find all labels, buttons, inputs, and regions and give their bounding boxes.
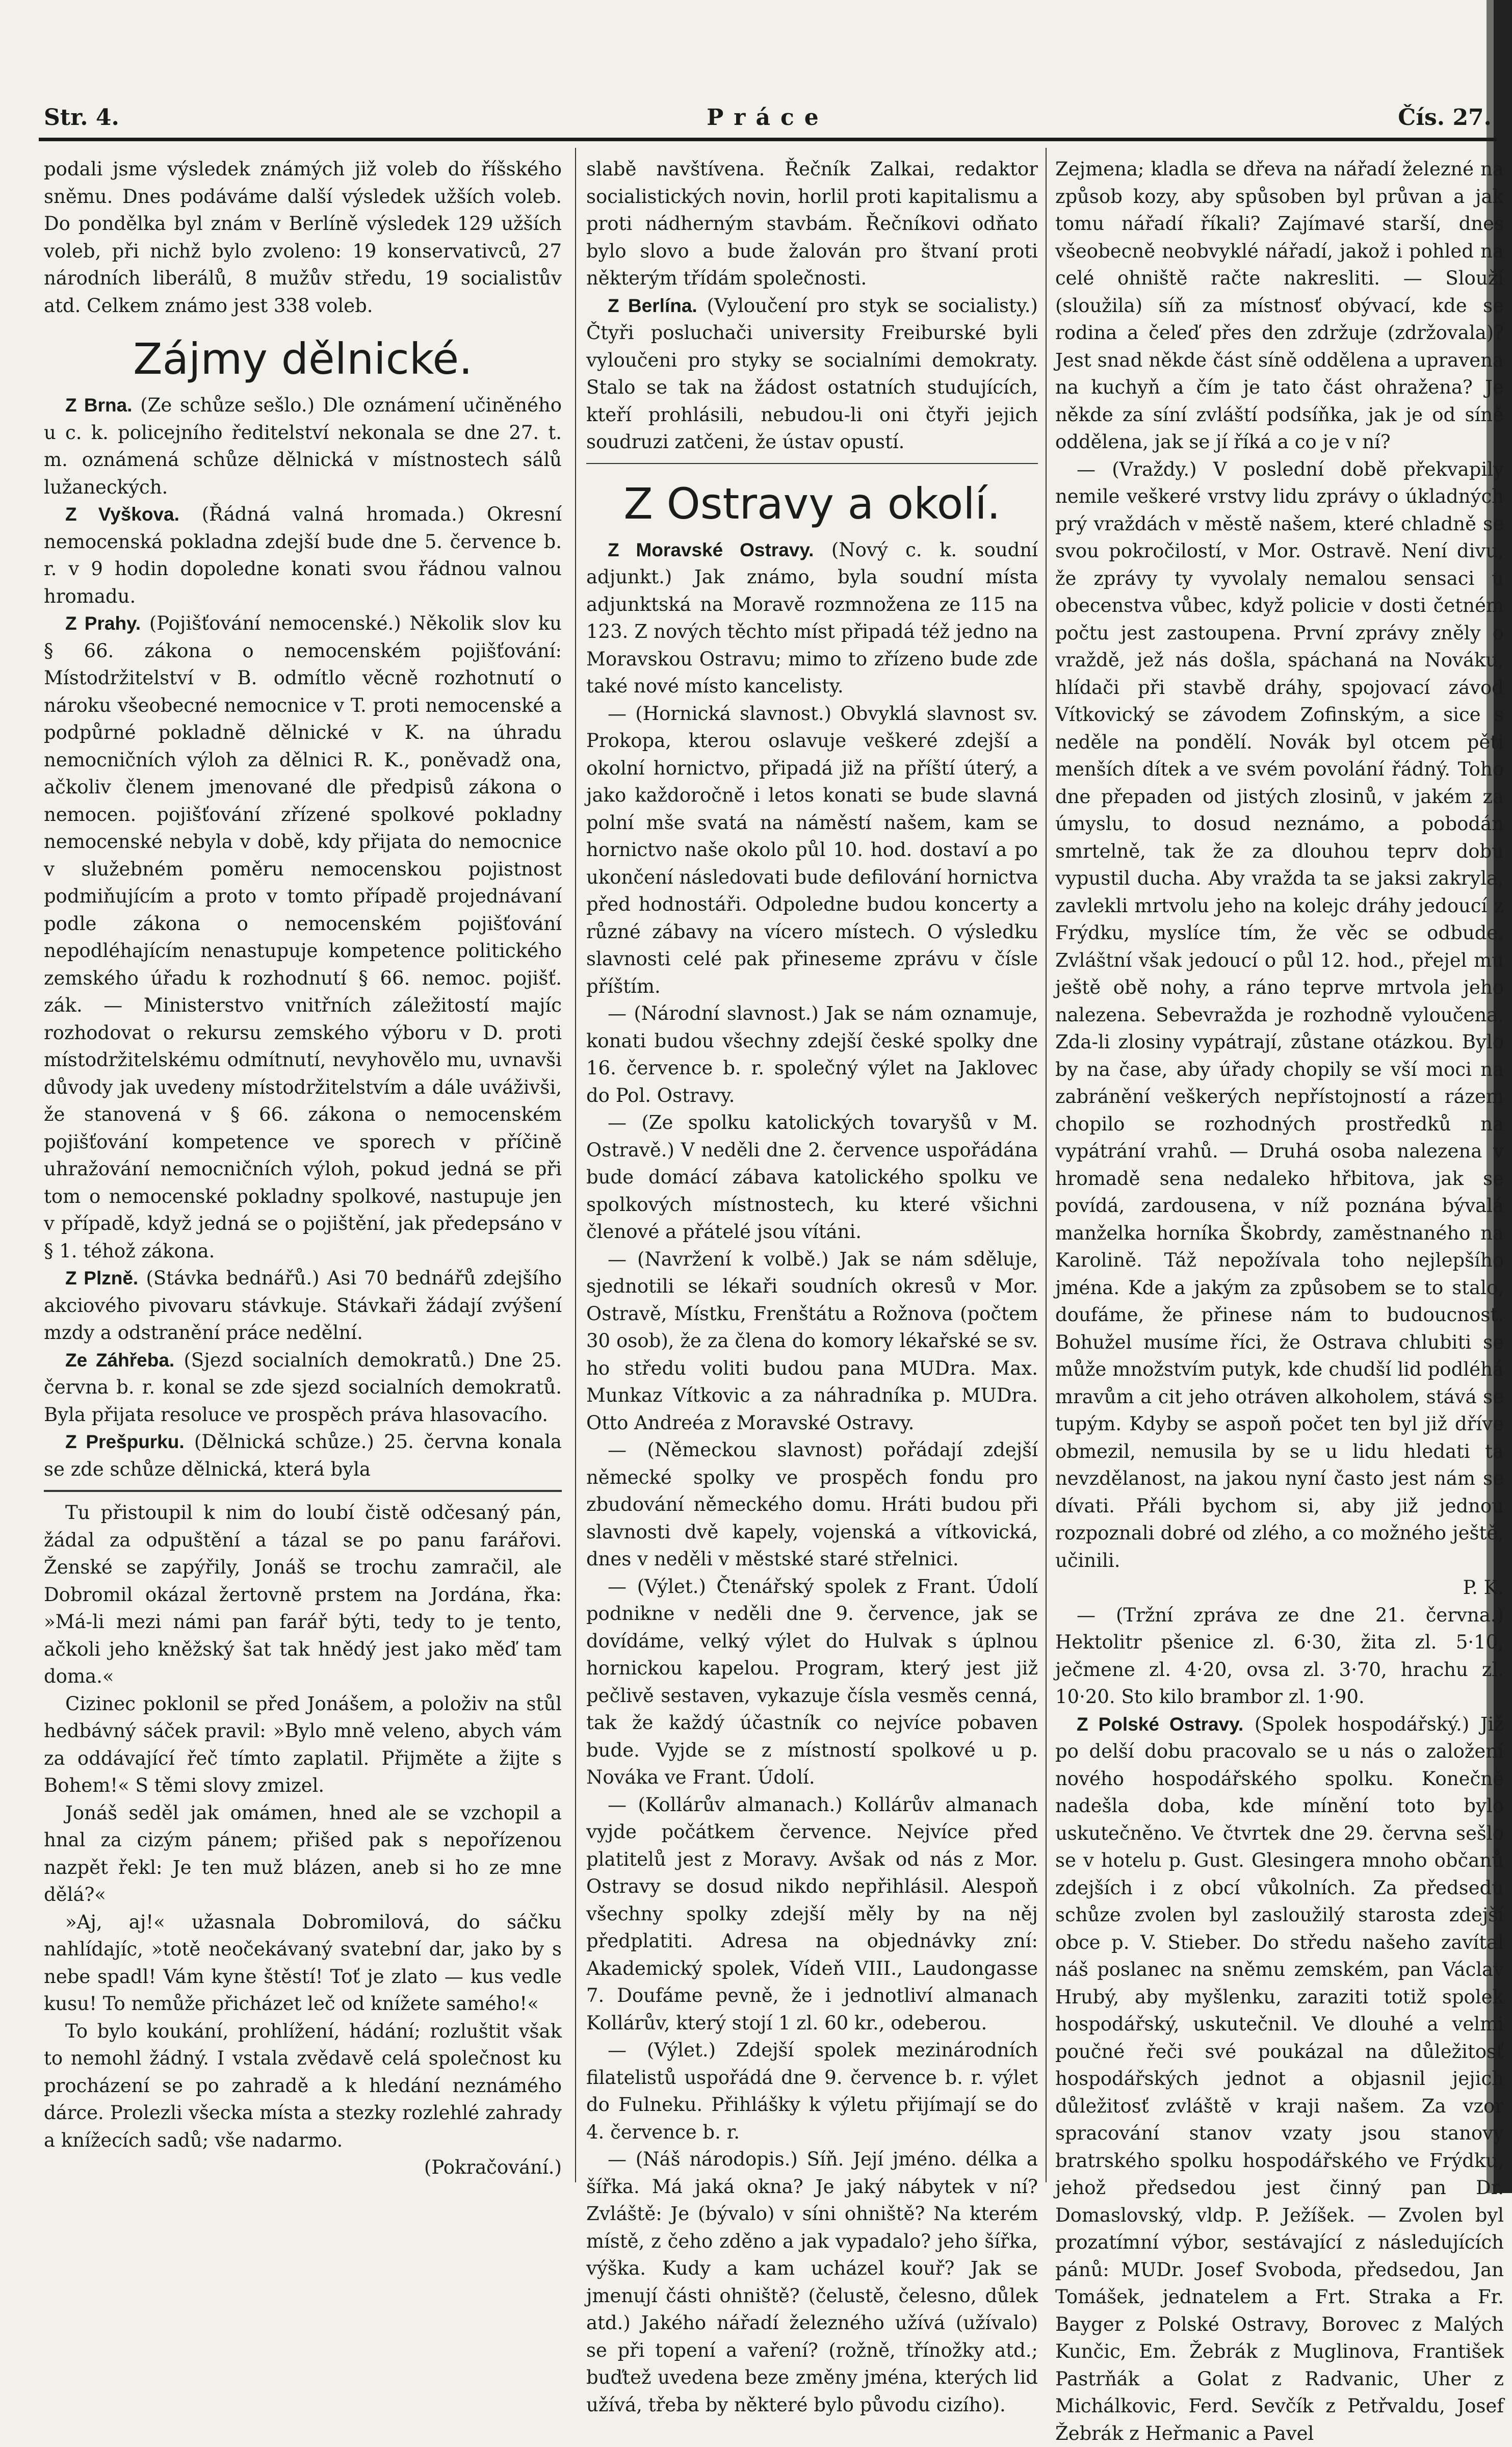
story-paragraph: To bylo koukání, prohlížení, hádání; rozluštit však to nemohl žádný. I vstala zvědavě celá společnost ku procházení se po zahradě a k hledání neznámého dárce. Prolezli všecka místa a stezky rozlehlé zahrady a knížecích sadů; vše nadarmo. bbox=[44, 2018, 562, 2154]
column-right bbox=[1055, 156, 1504, 2190]
newspaper-title: Práce bbox=[44, 105, 1492, 131]
feuilleton-rule bbox=[44, 1490, 562, 1492]
news-item bbox=[1055, 1711, 1504, 2447]
news-text: (Spolek hospodářský.) Již po delší dobu pracovalo se u nás o založení nového hospodářského spolku. Konečně nadešla doba, kde mínění toto bylo uskutečněno. Ve čtvrtek dne 29. června sešlo se v hotelu p. Gust. Glesingera mnoho občanů zdejších i z obcí vůkolních. Za předsedu schůze zvolen byl zasloužilý starosta zdejší obce p. V. Stieber. Do středu našeho zavítal náš poslanec na sněmu zemském, pan Václav Hrubý, aby myšlenku, zaraziti totiž spolek hospodářský, uskutečnil. Ve dlouhé a velmi poučné řeči své poukázal na důležitosť hospodářských jednot a objasnil jejich důležitosť zvláště v kraji našem. Za vzor spracování stanov vzaty jsou stanovy bratrského spolku hospodářského ve Frýdku, jehož předsedou jest činný pan Dr. Domaslovský, vldp. P. Ježíšek. — Zvolen byl prozatímní výbor, sestávající z následujících pánů: MUDr. Josef Svoboda, předsedou, Jan Tomášek, jednatelem a Frt. Straka a Fr. Bayger z Polské Ostravy, Borovec z Malých Kunčic, Em. Žebrák z Muglinova, František Pastrňák a Golat z Radvanic, Uher z Michálkovic, Ferd. Sevčík z Petřvaldu, Josef Žebrák z Heřmanic a Pavel bbox=[1055, 1713, 1504, 2444]
news-text: (Stávka bednářů.) Asi 70 bednářů zdejšího akciového pivovaru stávkuje. Stávkaři žádají zvýšení mzdy a odstranění práce nedělní. bbox=[44, 1267, 562, 1344]
section-heading: Z Ostravy a okolí. bbox=[586, 479, 1038, 528]
news-item: — (Výlet.) Čtenářský spolek z Frant. Údolí podnikne v neděli dne 9. července, jak se dovídáme, velký výlet do Hulvak s úplnou hornickou kapelou. Program, který jest již pečlivě sestaven, vykazuje čísla vesměs cenná, tak že každý účastník co nejvíce pobaven bude. Vyjde se z místností spolkové u p. Nováka ve Frant. Údolí. bbox=[586, 1573, 1038, 1791]
news-place: Z Berlína. bbox=[608, 295, 697, 316]
section-heading: Zájmy dělnické. bbox=[44, 334, 562, 383]
page-number: Str. 4. bbox=[44, 105, 119, 131]
news-item bbox=[44, 1347, 562, 1429]
story-paragraph: Jonáš seděl jak omámen, hned ale se vzchopil a hnal za cizým pánem; přišed pak s nepořízenou nazpět řekl: Je ten muž blázen, aneb si ho ze mne dělá?« bbox=[44, 1799, 562, 1909]
news-item: — (Německou slavnost) pořádají zdejší německé spolky ve prospěch fondu pro zbudování německého domu. Hráti budou při slavnosti dvě kapely, vojenská a vítkovická, dnes v neděli v městské staré střelnici. bbox=[586, 1436, 1038, 1573]
news-item: — (Výlet.) Zdejší spolek mezinárodních filatelistů uspořádá dne 9. července b. r. výlet do Fulneku. Přihlášky k výletu přijímají se do 4. července b. r. bbox=[586, 2037, 1038, 2146]
news-text: (Ze schůze sešlo.) Dle oznámení učiněného u c. k. policejního ředitelství nekonala se dne 27. t. m. oznámená schůze dělnická v místnostech sálů lužaneckých. bbox=[44, 394, 562, 498]
news-item: — (Navržení k volbě.) Jak se nám sděluje, sjednotili se lékaři soudních okresů v Mor. Ostravě, Místku, Frenštátu a Rožnova (počtem 30 osob), že za člena do komory lékařské se sv. ho středu voliti budou pana MUDra. Max. Munkaz Vítkovic a za náhradníka p. MUDra. Otto Andreéa z Moravské Ostravy. bbox=[586, 1246, 1038, 1437]
news-text: (Sjezd socialních demokratů.) Dne 25. června b. r. konal se zde sjezd socialních demokratů. Byla přijata resoluce ve prospěch práva hlasovacího. bbox=[44, 1349, 562, 1426]
news-item bbox=[44, 1428, 562, 1483]
news-text: (Pojišťování nemocenské.) Několik slov ku § 66. zákona o nemocenském pojišťování: Místodržitelství v B. odmítlo věcně rozhotnutí o nároku všeobecné nemocnice v T. proti nemocenské a podpůrné pokladně dělnické v K. na úhradu nemocničních výloh za dělnici R. K., poněvadž ona, ačkoliv členem jmenované dle předpisů zákona o nemocen. pojišťování zřízené spolkové pokladny nemocenské nebyla v době, kdy přijata do nemocnice v služebném poměru nemocenskou pojistnost podmiňujícím a proto v tomto případě projednávaní podle zákona o nemocenském pojišťování nepodléhajícím nenastupuje kompetence politického zemského úřadu k rozhodnutí § 66. nemoc. pojišť. zák. — Ministerstvo vnitřních záležitostí majíc rozhodovat o rekursu zemského výboru v D. proti místodržitelskému odmítnutí, nevyhovělo mu, uvnavši důvody jak uvedeny místodržitelstvím a dále uváživši, že stanovená v § 66. zákona o nemocenském pojišťování kompetence ve sporech v příčině uhražování nemocničních výloh, pokud jedná se při tom o nemocenské pokladny spolkové, nastupuje jen v případě, když jedná se o pojištění, jak předepsáno v § 1. téhož zákona. bbox=[44, 612, 562, 1262]
news-item bbox=[44, 392, 562, 501]
story-paragraph: Tu přistoupil k nim do loubí čistě odčesaný pán, žádal za odpuštění a tázal se po panu farářovi. Ženské se zapýřily, Jonáš se trochu zamračil, ale Dobromil okázal žertovně prstem na Jordána, řka: »Má-li mezi námi pan farář býti, tedy to je tento, ačkoli jeho kněžský šat tak hnědý jest jako měď tam doma.« bbox=[44, 1499, 562, 1690]
article-text: slabě navštívena. Řečník Zalkai, redaktor socialistických novin, horlil proti kapitalismu a proti nádherným stavbám. Řečníkovi odňato bylo slovo a bude žalován pro štvaní proti některým třídám společnosti. bbox=[586, 156, 1038, 292]
column-left bbox=[44, 156, 562, 2190]
page-header bbox=[44, 105, 1492, 140]
news-item: Zejmena; kladla se dřeva na nářadí železné na způsob kozy, aby spůsoben byl průvan a jak tomu nářadí říkali? Zajímavé starší, dnes všeobecně neobvyklé nářadí, jakož i pohled na celé ohniště račte nakresliti. — Slouží (sloužila) síň za místnosť obývací, kde se rodina a čeleď přes den zdržuje (zdržovala)? Jest snad někde část síně oddělena a upravena na kuchyň a čím je tato část ohražena? Je někde za síní zvláští podsíňka, jak je od síně oddělena, jak se jí říká a co je v ní? bbox=[1055, 156, 1504, 456]
news-item: — (Vraždy.) V poslední době překvapily nemile veškeré vrstvy lidu zprávy o úkladných prý vraždách v městě našem, které chladně se svou pokročilostí, v Mor. Ostravě. Není divu, že zprávy ty vyvolaly nemalou sensaci u obecenstva vůbec, když policie v dosti četném počtu jest zastoupena. První zprávy zněly o vraždě, jež nás došla, spáchaná na Nováku, hlídači při stavbě dráhy, spojovací závod Vítkovický se závodem Zofinským, a sice s neděle na pondělí. Novák byl otcem pěti menších dítek a ve svém povolání řádný. Toho dne přepaden od jistých zlosinů, v jakém za úmyslu, to dosud neznámo, a pobodán smrtelně, tak že za dlouhou teprv dobu vypustil ducha. Aby vražda ta se jaksi zakryla, zavlekli mrtvolu jeho na kolejc dráhy jedoucí z Frýdku, myslíce tím, že věc se odbude. Zvláštní však jedoucí o půl 12. hod., přejel mu ještě obě nohy, a ráno teprve mrtvola jeho nalezena. Sebevražda je rozhodně vyloučena. Zda-li zlosiny vypátrají, zůstane otázkou. Bylo by na čase, aby úřady chopily se vší moci na zabránění veškerých nepřístojností a rázem chopilo se rozhodných prostředků na vypátrání vrahů. — Druhá osoba nalezena v hromadě sena nedaleko hřbitova, jak se povídá, zardousena, v níž poznána bývalá manželka horníka Škobrdy, zaměstnaného na Karolině. Táž nepožívala toho nejlepšího jména. Kde a jakým za způsobem se to stalo, doufáme, že přinese nám to budoucnost. Bohužel musíme říci, že Ostrava chlubiti se může množstvím putyk, kde chudší lid podléhá mravům a cit jeho otráven alkoholem, stává se tupým. Kdyby se aspoň počet ten byl již dříve obmezil, nemusila by se u lidu hledati ta nevzdělanost, na jakou nyní často jest nám se dívati. Přáli bychom si, aby již jednou rozpoznali dobré od zlého, a co možného ještě, učinili. bbox=[1055, 456, 1504, 1575]
news-item bbox=[586, 292, 1038, 456]
story-paragraph: »Aj, aj!« užasnala Dobromilová, do sáčku nahlídajíc, »totě neočekávaný svatební dar, jako by s nebe spadl! Vám kyne štěstí! Toť je zlato — kus vedle kusu! To nemůže přicházet leč od knížete samého!« bbox=[44, 1909, 562, 2018]
continuation-note: (Pokračování.) bbox=[44, 2154, 562, 2181]
news-item: — (Kollárův almanach.) Kollárův almanach vyjde počátkem července. Nejvíce před platitelů jest z Moravy. Avšak od nás z Mor. Ostravy se dosud nikdo nepřihlásil. Alespoň všechny spolky zdejší měly by na něj předplatiti. Adresa na objednávky zní: Akademický spolek, Vídeň VIII., Laudongasse 7. Doufáme pevně, že i jednotliví almanach Kollárův, který stojí 1 zl. 60 kr., odeberou. bbox=[586, 1791, 1038, 2037]
article-text: podali jsme výsledek známých již voleb do říšského sněmu. Dnes podáváme další výsledek užších voleb. Do pondělka byl znám v Berlíně výsledek 129 užších voleb, při nichž bylo zvoleno: 19 konservativců, 27 národních liberálů, 8 mužův středu, 19 socialistův atd. Celkem známo jest 338 voleb. bbox=[44, 156, 562, 319]
column-divider bbox=[575, 148, 576, 2182]
news-place: Z Prešpurku. bbox=[65, 1431, 185, 1452]
header-rule bbox=[39, 138, 1497, 141]
news-item: — (Hornická slavnost.) Obvyklá slavnost sv. Prokopa, kterou oslavuje veškeré zdejší a okolní hornictvo, připadá již na příští úterý, a jako každoročně i letos konati se bude slavná polní mše svatá na náměstí našem, kam se hornictvo naše okolo půl 10. hod. dostaví a po ukončení následovati bude defilování hornictva před hodnostáři. Odpoledne budou koncerty a různé zábavy na vícero místech. O výsledku slavnosti celé pak přineseme zprávu v čísle příštím. bbox=[586, 700, 1038, 1000]
news-item bbox=[44, 1265, 562, 1347]
news-item bbox=[44, 610, 562, 1265]
news-item: — (Náš národopis.) Síň. Její jméno. délka a šířka. Má jaká okna? Je jaký nábytek v ní? Zvláště: Je (bývalo) v síni ohniště? Na kterém místě, z čeho zděno a jak vypadalo? jeho šířka, výška. Kudy a kam ucházel kouř? Jak se jmenují části ohniště? (čelustě, čelesno, důlek atd.) Jakého nářadí železného užívá (užívalo) se při topení a vaření? (rožně, třínožky atd.; buďtež uvedena beze změny jména, kterých lid užívá, třeba by některé bylo původu cizího). bbox=[586, 2146, 1038, 2418]
news-place: Z Vyškova. bbox=[65, 504, 179, 525]
issue-number: Čís. 27. bbox=[1398, 105, 1492, 131]
story-paragraph: Cizinec poklonil se před Jonášem, a položiv na stůl hedbávný sáček pravil: »Bylo mně veleno, abych vám za oddávající řeč tímto zaplatil. Přijměte a žijte s Bohem!« S těmi slovy zmizel. bbox=[44, 1690, 562, 1799]
news-item: — (Tržní zpráva ze dne 21. června.) Hektolitr pšenice zl. 6·30, žita zl. 5·10, ječmene zl. 4·20, ovsa zl. 3·70, hrachu zl. 10·20. Sto kilo brambor zl. 1·90. bbox=[1055, 1602, 1504, 1711]
news-place: Z Prahy. bbox=[65, 613, 141, 634]
news-text: (Nový c. k. soudní adjunkt.) Jak známo, byla soudní místa adjunktská na Moravě rozmnožena ze 115 na 123. Z nových těchto míst připadá též jedno na Moravskou Ostravu; mimo to zřízeno bude zde také nové místo kancelisty. bbox=[586, 539, 1038, 698]
news-item: — (Národní slavnost.) Jak se nám oznamuje, konati budou všechny zdejší české spolky dne 16. července b. r. společný výlet na Jaklovec do Pol. Ostravy. bbox=[586, 1000, 1038, 1109]
news-place: Z Brna. bbox=[65, 395, 132, 416]
news-item bbox=[586, 536, 1038, 700]
column-middle bbox=[586, 156, 1038, 2190]
author-signature: P. K. bbox=[1055, 1574, 1504, 1602]
news-item bbox=[44, 501, 562, 610]
news-place: Z Plzně. bbox=[65, 1268, 138, 1289]
news-item: — (Ze spolku katolických tovaryšů v M. Ostravě.) V neděli dne 2. července uspořádána bude domácí zábava katolického spolku ve spolkových místnostech, ku které všichni členové a přátelé jsou vítáni. bbox=[586, 1109, 1038, 1246]
news-text: (Dělnická schůze.) 25. června konala se zde schůze dělnická, která byla bbox=[44, 1431, 562, 1480]
news-text: (Vyloučení pro styk se socialisty.) Čtyři posluchači university Freiburské byli vyloučeni pro styky se socialními demokraty. Stalo se tak na žádost ostatních studujících, kteří prohlásili, nebudou-li oni čtyři jejich soudruzi zatčeni, že ústav opustí. bbox=[586, 295, 1038, 453]
news-text: (Řádná valná hromada.) Okresní nemocenská pokladna zdejší bude dne 5. července b. r. v 9 hodin dopoledne konati svou řádnou valnou hromadu. bbox=[44, 503, 562, 607]
news-place: Ze Záhřeba. bbox=[65, 1350, 174, 1371]
news-place: Z Polské Ostravy. bbox=[1077, 1714, 1243, 1735]
news-place: Z Moravské Ostravy. bbox=[608, 539, 814, 560]
section-rule bbox=[586, 463, 1038, 464]
column-divider bbox=[1046, 148, 1047, 2182]
